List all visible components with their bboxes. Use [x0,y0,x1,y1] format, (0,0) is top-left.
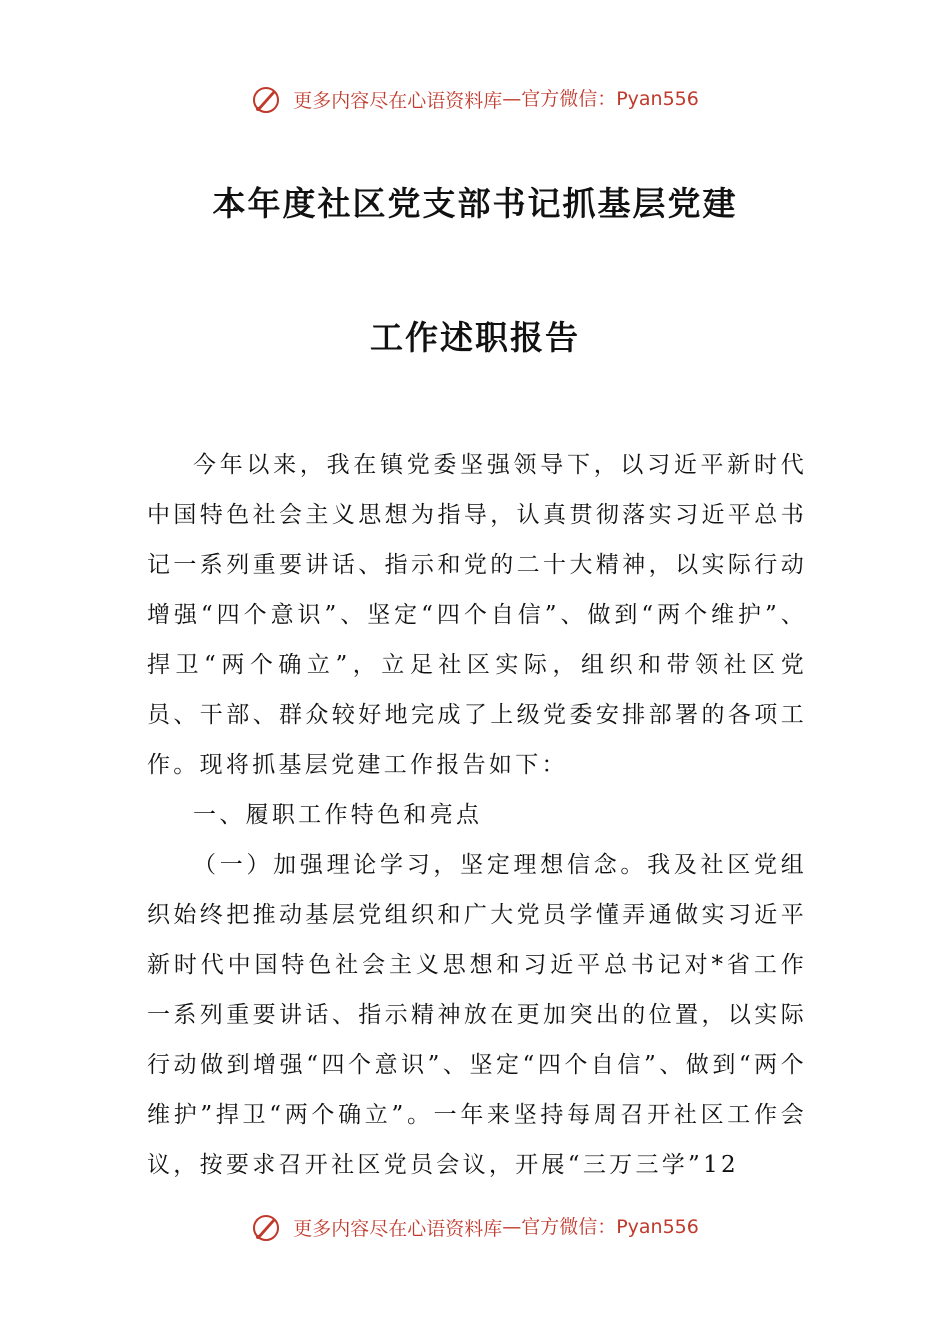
document-title-line-2: 工作述职报告 [370,318,580,357]
banner-dash: — [502,1216,522,1238]
document-body [147,440,807,1190]
section-heading: 一、履职工作特色和亮点 [193,802,483,828]
document-title-line-1: 本年度社区党支部书记抓基层党建 [212,184,738,223]
paragraph-subsection-1: （一）加强理论学习，坚定理想信念。我及社区党组织始终把推动基层党组织和广大党员学懂弄通做实习近平新时代中国特色社会主义思想和习近平总书记对*省工作一系列重要讲话、指示精神放在更加突出的位置，以实际行动做到增强“四个意识”、坚定“四个自信”、做到“两个维护”捍卫“两个确立”。一年来坚持每周召开社区工作会议，按要求召开社区党员会议，开展“三万三学”12 [147,852,807,1178]
banner-wechat: 官方微信：Pyan556 [521,88,699,110]
banner-dash: — [502,88,522,110]
banner-text: 更多内容尽在心语资料库 [293,1218,503,1240]
quill-circle-icon [251,85,281,115]
banner-wechat: 官方微信：Pyan556 [521,1216,699,1238]
quill-circle-icon [251,1213,281,1243]
paragraph-intro: 今年以来，我在镇党委坚强领导下，以习近平新时代中国特色社会主义思想为指导，认真贯彻落实习近平总书记一系列重要讲话、指示和党的二十大精神，以实际行动增强“四个意识”、坚定“四个自信”、做到“两个维护”、捍卫“两个确立”，立足社区实际，组织和带领社区党员、干部、群众较好地完成了上级党委安排部署的各项工作。现将抓基层党建工作报告如下： [147,452,807,778]
header-watermark-banner [0,84,950,115]
banner-text: 更多内容尽在心语资料库 [293,90,503,112]
footer-watermark-banner [0,1212,950,1243]
